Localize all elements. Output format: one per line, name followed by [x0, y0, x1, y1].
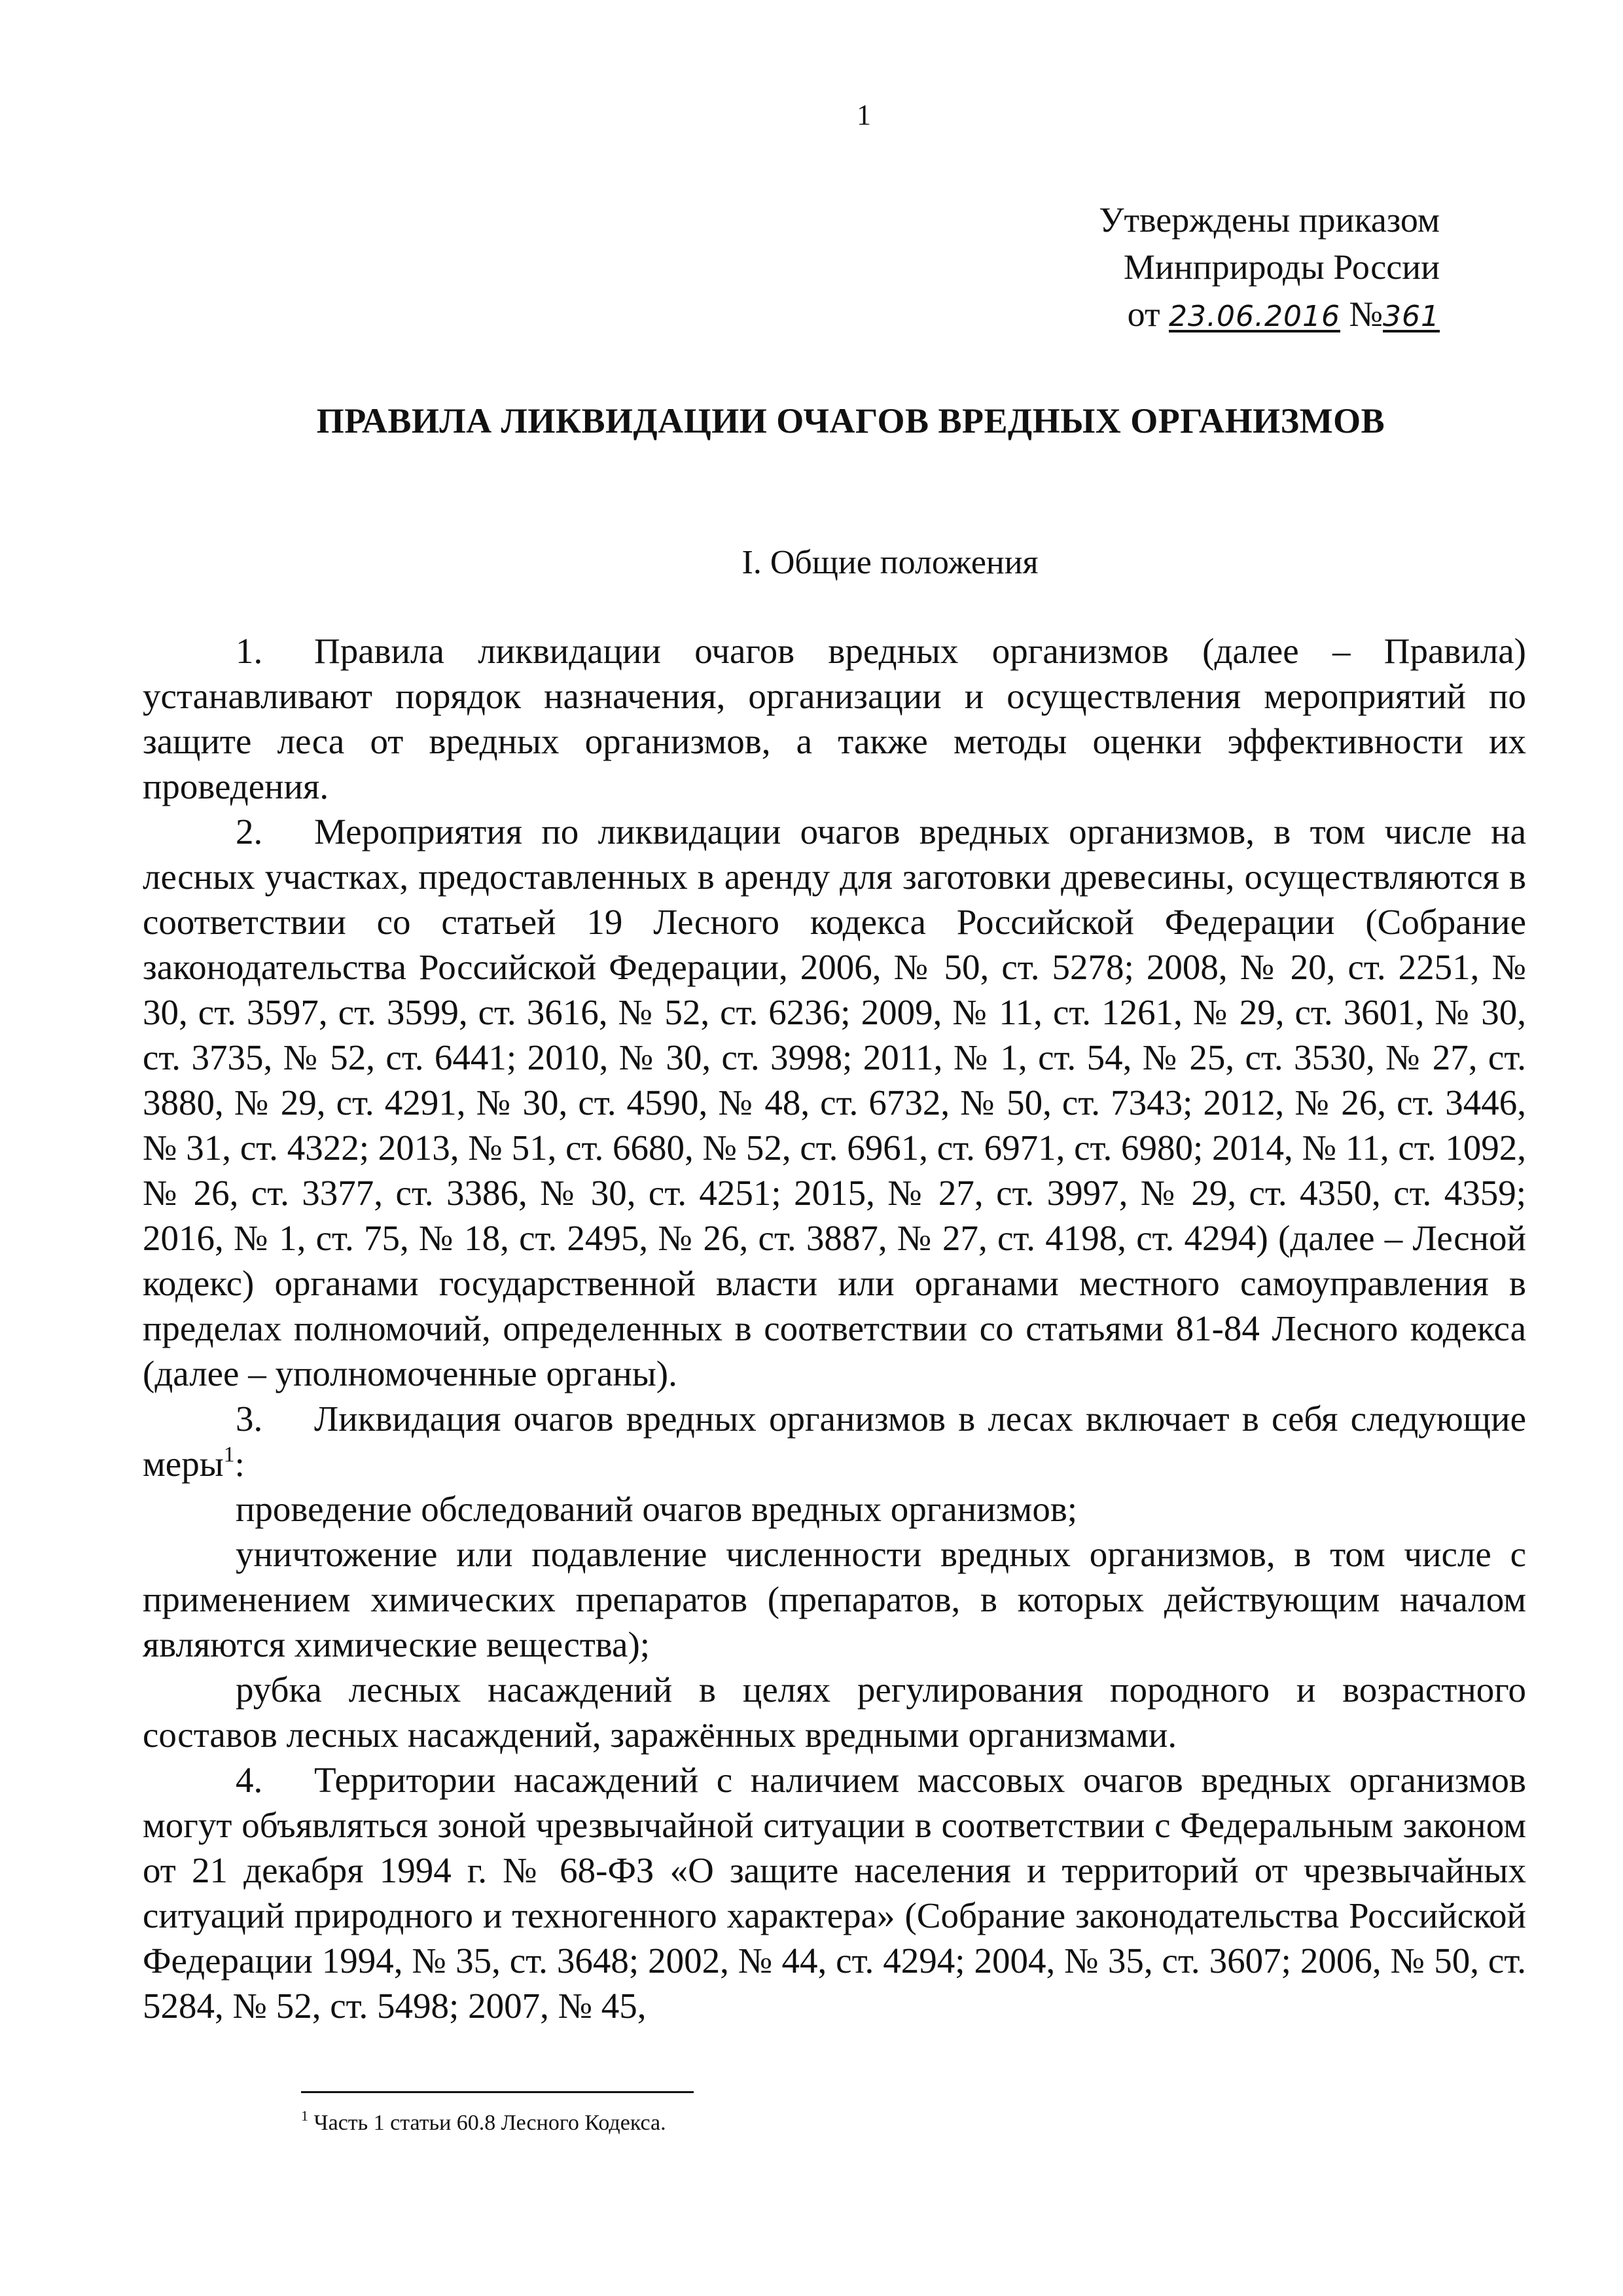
- measure-item: рубка лесных насаждений в целях регулирования породного и возрастного составов лесных насаждений, заражённых вредными организмами.: [143, 1670, 1526, 1755]
- approval-number: 361: [1383, 300, 1440, 333]
- paragraph-number: 2.: [236, 812, 263, 852]
- paragraph-2: [143, 809, 1526, 1396]
- footnote: [301, 2108, 666, 2136]
- paragraph-text: Ликвидация очагов вредных организмов в лесах включает в себя следующие меры: [143, 1399, 1526, 1484]
- approval-number-prefix: №: [1349, 295, 1383, 334]
- measure-item: уничтожение или подавление численности вредных организмов, в том числе с применением химических препаратов (препаратов, в которых действующим началом являются химические вещества);: [143, 1534, 1526, 1664]
- approval-line-2: Минприроды России: [1123, 247, 1440, 287]
- paragraph-number: 4.: [236, 1760, 263, 1800]
- document-body: [143, 628, 1526, 2028]
- footnote-mark: 1: [301, 2108, 308, 2124]
- page-number: 1: [857, 99, 871, 131]
- measure-item: проведение обследований очагов вредных организмов;: [236, 1489, 1078, 1529]
- paragraph-3: [143, 1396, 1526, 1486]
- paragraph-text-tail: :: [234, 1444, 245, 1484]
- paragraph-4: [143, 1757, 1526, 2028]
- footnote-text: Часть 1 статьи 60.8 Лесного Кодекса.: [313, 2111, 666, 2135]
- paragraph-text: Правила ликвидации очагов вредных организмов (далее – Правила) устанавливают порядок назначения, организации и осуществления мероприятий по защите леса от вредных организмов, а также методы оценки эффективности их проведения.: [143, 631, 1526, 806]
- footnote-separator: [301, 2091, 694, 2093]
- approval-from-prefix: от: [1127, 295, 1160, 334]
- approval-block: [1099, 196, 1440, 340]
- approval-line-1: Утверждены приказом: [1099, 200, 1440, 240]
- document-title: ПРАВИЛА ЛИКВИДАЦИИ ОЧАГОВ ВРЕДНЫХ ОРГАНИЗМОВ: [316, 401, 1385, 440]
- paragraph-text: Мероприятия по ликвидации очагов вредных организмов, в том числе на лесных участках, предоставленных в аренду для заготовки древесины, осуществляются в соответствии со статьей 19 Лесного кодекса Российской Федерации (Собрание законодательства Российской Федерации, 2006, № 50, ст. 5278; 2008, № 20, ст. 2251, № 30, ст. 3597, ст. 3599, ст. 3616, № 52, ст. 6236; 2009, № 11, ст. 1261, № 29, ст. 3601, № 30, ст. 3735, № 52, ст. 6441; 2010, № 30, ст. 3998; 2011, № 1, ст. 54, № 25, ст. 3530, № 27, ст. 3880, № 29, ст. 4291, № 30, ст. 4590, № 48, ст. 6732, № 50, ст. 7343; 2012, № 26, ст. 3446, № 31, ст. 4322; 2013, № 51, ст. 6680, № 52, ст. 6961, ст. 6971, ст. 6980; 2014, № 11, ст. 1092, № 26, ст. 3377, ст. 3386, № 30, ст. 4251; 2015, № 27, ст. 3997, № 29, ст. 4350, ст. 4359; 2016, № 1, ст. 75, № 18, ст. 2495, № 26, ст. 3887, № 27, ст. 4198, ст. 4294) (далее – Лесной кодекс) органами государственной власти или органами местного самоуправления в пределах полномочий, определенных в соответствии со статьями 81-84 Лесного кодекса (далее – уполномоченные органы).: [143, 812, 1526, 1393]
- paragraph-text: Территории насаждений с наличием массовых очагов вредных организмов могут объявляться зоной чрезвычайной ситуации в соответствии с Федеральным законом от 21 декабря 1994 г. № 68-ФЗ «О защите населения и территорий от чрезвычайных ситуаций природного и техногенного характера» (Собрание законодательства Российской Федерации 1994, № 35, ст. 3648; 2002, № 44, ст. 4294; 2004, № 35, ст. 3607; 2006, № 50, ст. 5284, № 52, ст. 5498; 2007, № 45,: [143, 1760, 1526, 2026]
- approval-line-3: [1099, 291, 1440, 340]
- approval-date: 23.06.2016: [1169, 300, 1340, 333]
- paragraph-number: 1.: [236, 631, 263, 671]
- footnote-reference[interactable]: 1: [223, 1443, 235, 1467]
- paragraph-number: 3.: [236, 1399, 263, 1439]
- paragraph-1: [143, 628, 1526, 809]
- section-heading: I. Общие положения: [741, 544, 1039, 581]
